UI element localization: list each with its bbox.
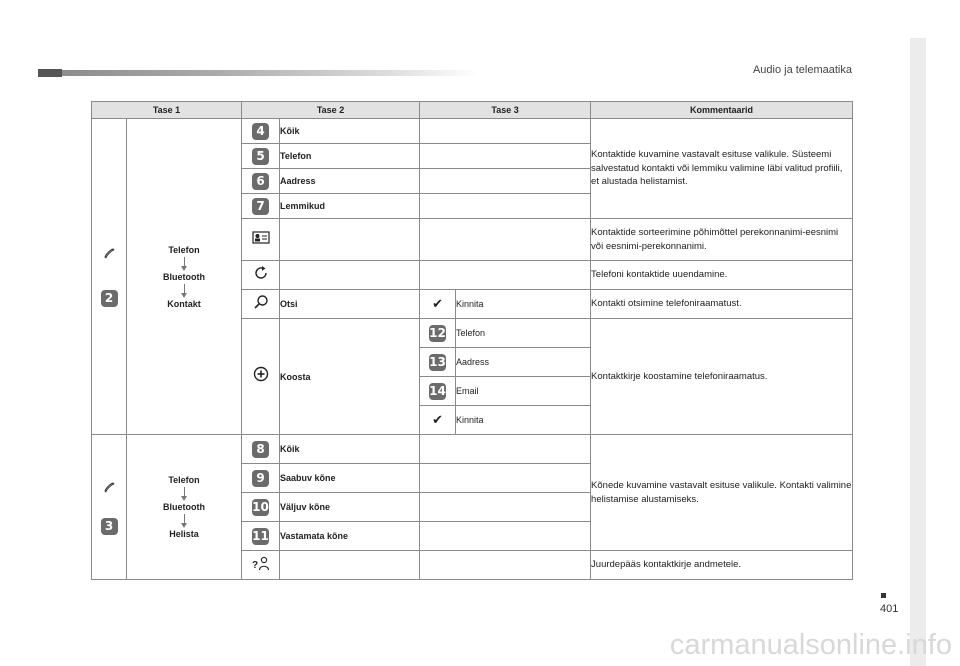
chain-step: Telefon: [168, 244, 200, 255]
menu-item-confirm: Kinnita: [456, 290, 591, 319]
menu-item-incoming: Saabuv kõne: [280, 464, 420, 493]
comment-details: Juurdepääs kontaktkirje andmetele.: [591, 551, 853, 580]
header-rule: [38, 70, 478, 76]
arrow-down-icon: [184, 514, 185, 524]
step-badge: 12: [429, 326, 446, 340]
comment-calls: Kõnede kuvamine vastavalt esituse valikule. Kontakti valimine helistamise alustamiseks.: [591, 435, 853, 551]
checkmark-icon: ✔: [420, 290, 456, 319]
section-title: Audio ja telemaatika: [752, 64, 852, 76]
step-badge: 8: [252, 441, 269, 458]
refresh-icon: [242, 261, 280, 290]
comment-refresh: Telefoni kontaktide uuendamine.: [591, 261, 853, 290]
phone-block-icons: [92, 119, 127, 435]
header-rule-accent: [38, 69, 62, 77]
svg-text:?: ?: [251, 559, 258, 571]
phone-icon: [92, 246, 126, 265]
menu-item-phone: Telefon: [280, 144, 420, 169]
comment-contacts-display: Kontaktide kuvamine vastavalt esituse valikule. Süsteemi salvestatud kontakti või lemmiku valimine läbi valitud profiili, et alustada helistamist.: [591, 119, 853, 219]
step-badge: 9: [252, 470, 269, 487]
menu-item-confirm: Kinnita: [456, 406, 591, 435]
step-badge: 7: [252, 198, 269, 215]
menu-item-missed: Vastamata kõne: [280, 522, 420, 551]
menu-item-email: Email: [456, 377, 591, 406]
arrow-down-icon: [184, 257, 185, 267]
chain-step: Bluetooth: [163, 502, 205, 512]
table-row: [92, 119, 853, 144]
level-badge: 2: [101, 290, 118, 307]
menu-item-all: Kõik: [280, 119, 420, 144]
comment-search: Kontakti otsimine telefoniraamatust.: [591, 290, 853, 319]
chain-step: Bluetooth: [163, 271, 205, 282]
side-margin-bar: [910, 38, 926, 666]
checkmark-icon: ✔: [420, 406, 456, 435]
chain-step: Kontakt: [167, 298, 201, 309]
arrow-down-icon: [184, 284, 185, 294]
step-badge: 5: [252, 148, 269, 165]
phone-icon: [92, 480, 126, 499]
phone-path-chain: [127, 119, 242, 435]
header-comments: Kommentaarid: [591, 102, 853, 119]
watermark: carmanualsonline.info: [669, 629, 952, 661]
contact-details-icon: [242, 551, 280, 580]
comment-create: Kontaktkirje koostamine telefoniraamatus.: [591, 319, 853, 435]
search-icon: [242, 290, 280, 319]
header-level3: Tase 3: [420, 102, 591, 119]
call-block-icons: [92, 435, 127, 580]
menu-item-all-calls: Kõik: [280, 435, 420, 464]
header-level1: Tase 1: [92, 102, 242, 119]
contact-card-icon: [242, 219, 280, 261]
step-badge: 4: [252, 123, 269, 140]
chain-step: Helista: [169, 529, 199, 539]
arrow-down-icon: [184, 487, 185, 497]
header-level2: Tase 2: [242, 102, 420, 119]
step-badge: 13: [429, 355, 446, 369]
menu-item-search: Otsi: [280, 290, 420, 319]
table-header-row: [92, 102, 853, 119]
comment-sort: Kontaktide sorteerimine põhimõttel perekonnanimi-eesnimi või eesnimi-perekonnanimi.: [591, 219, 853, 261]
chain-step: Telefon: [168, 475, 200, 485]
menu-item-phone: Telefon: [456, 319, 591, 348]
call-path-chain: [127, 435, 242, 580]
menu-item-address: Aadress: [456, 348, 591, 377]
step-badge: 10: [252, 500, 269, 514]
step-badge: 11: [252, 529, 269, 543]
table-row: [92, 435, 853, 464]
step-badge: 14: [429, 384, 446, 398]
step-badge: 6: [252, 173, 269, 190]
menu-item-create: Koosta: [280, 319, 420, 435]
menu-item-address: Aadress: [280, 169, 420, 194]
page-marker: [881, 593, 886, 598]
menu-item-favourites: Lemmikud: [280, 194, 420, 219]
add-circle-icon: [242, 319, 280, 435]
menu-table: [91, 101, 853, 580]
menu-item-outgoing: Väljuv kõne: [280, 493, 420, 522]
level-badge: 3: [101, 518, 118, 535]
page-number: 401: [880, 603, 899, 615]
